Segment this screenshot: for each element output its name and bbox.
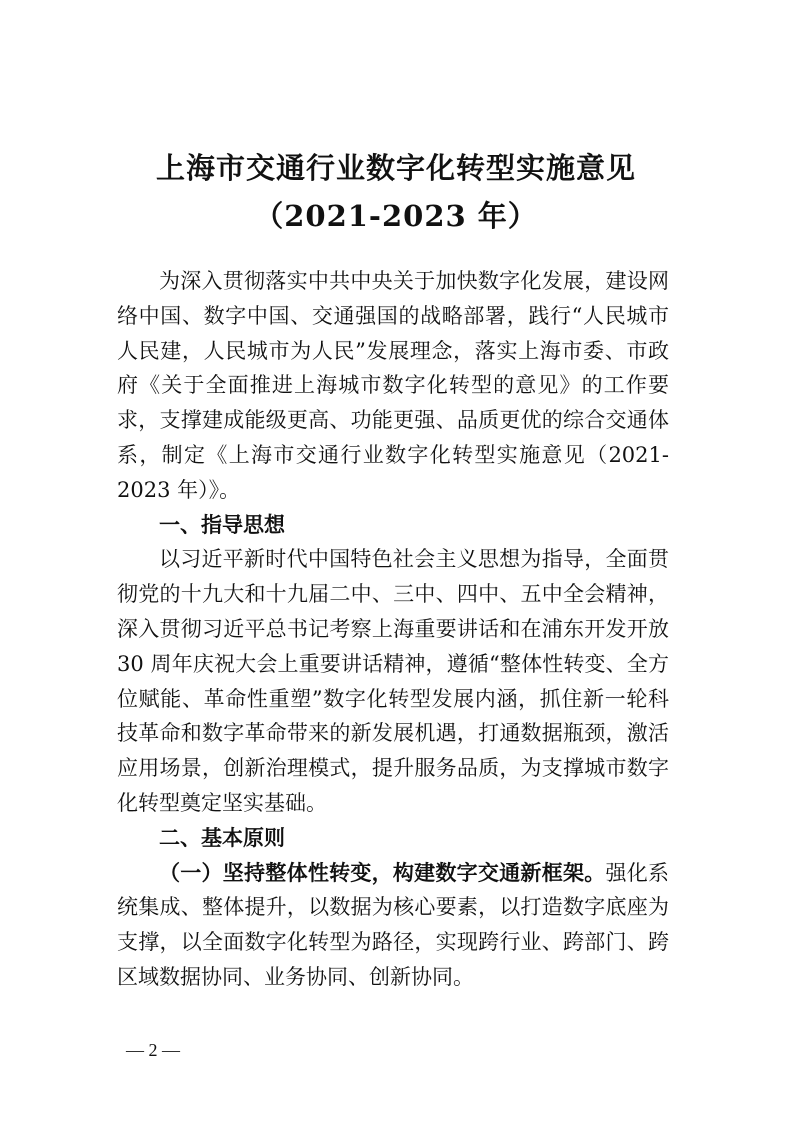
principle-item-1-text: 强化系统集成、整体提升，以数据为核心要素，以打造数字底座为支撑，以全面数字化转型为路径，实现跨行业、跨部门、跨区域数据协同、业务协同、创新协同。 [117,860,670,989]
section-heading-guiding-ideology: 一、指导思想 [159,512,285,537]
document-subtitle-years: （2021-2023 年） [254,199,538,233]
guiding-ideology-paragraph: 以习近平新时代中国特色社会主义思想为指导，全面贯彻党的十九大和十九届二中、三中、四中、五中全会精神，深入贯彻习近平总书记考察上海重要讲话和在浦东开发开放 30 周年庆祝大会上重要讲话精神，遵循“整体性转变、全方位赋能、革命性重塑”数字化转型发展内涵，抓住新一轮科技革命和数字革命带来的新发展机遇，打通数据瓶颈，激活应用场景，创新治理模式，提升服务品质，为支撑城市数字化转型奠定坚实基础。 [117,547,669,815]
section-heading-basic-principles: 二、基本原则 [159,825,285,850]
page-number: — 2 — [126,1040,180,1060]
principle-item-1 [117,856,669,995]
document-body [117,264,669,995]
document-title: 上海市交通行业数字化转型实施意见 [155,151,636,185]
intro-paragraph: 为深入贯彻落实中共中央关于加快数字化发展，建设网络中国、数字中国、交通强国的战略部署，践行“人民城市人民建，人民城市为人民”发展理念，落实上海市委、市政府《关于全面推进上海城市数字化转型的意见》的工作要求，支撑建成能级更高、功能更强、品质更优的综合交通体系，制定《上海市交通行业数字化转型实施意见（2021-2023 年）》。 [117,269,669,502]
principle-item-1-lead: （一）坚持整体性转变，构建数字交通新框架。 [159,859,606,885]
